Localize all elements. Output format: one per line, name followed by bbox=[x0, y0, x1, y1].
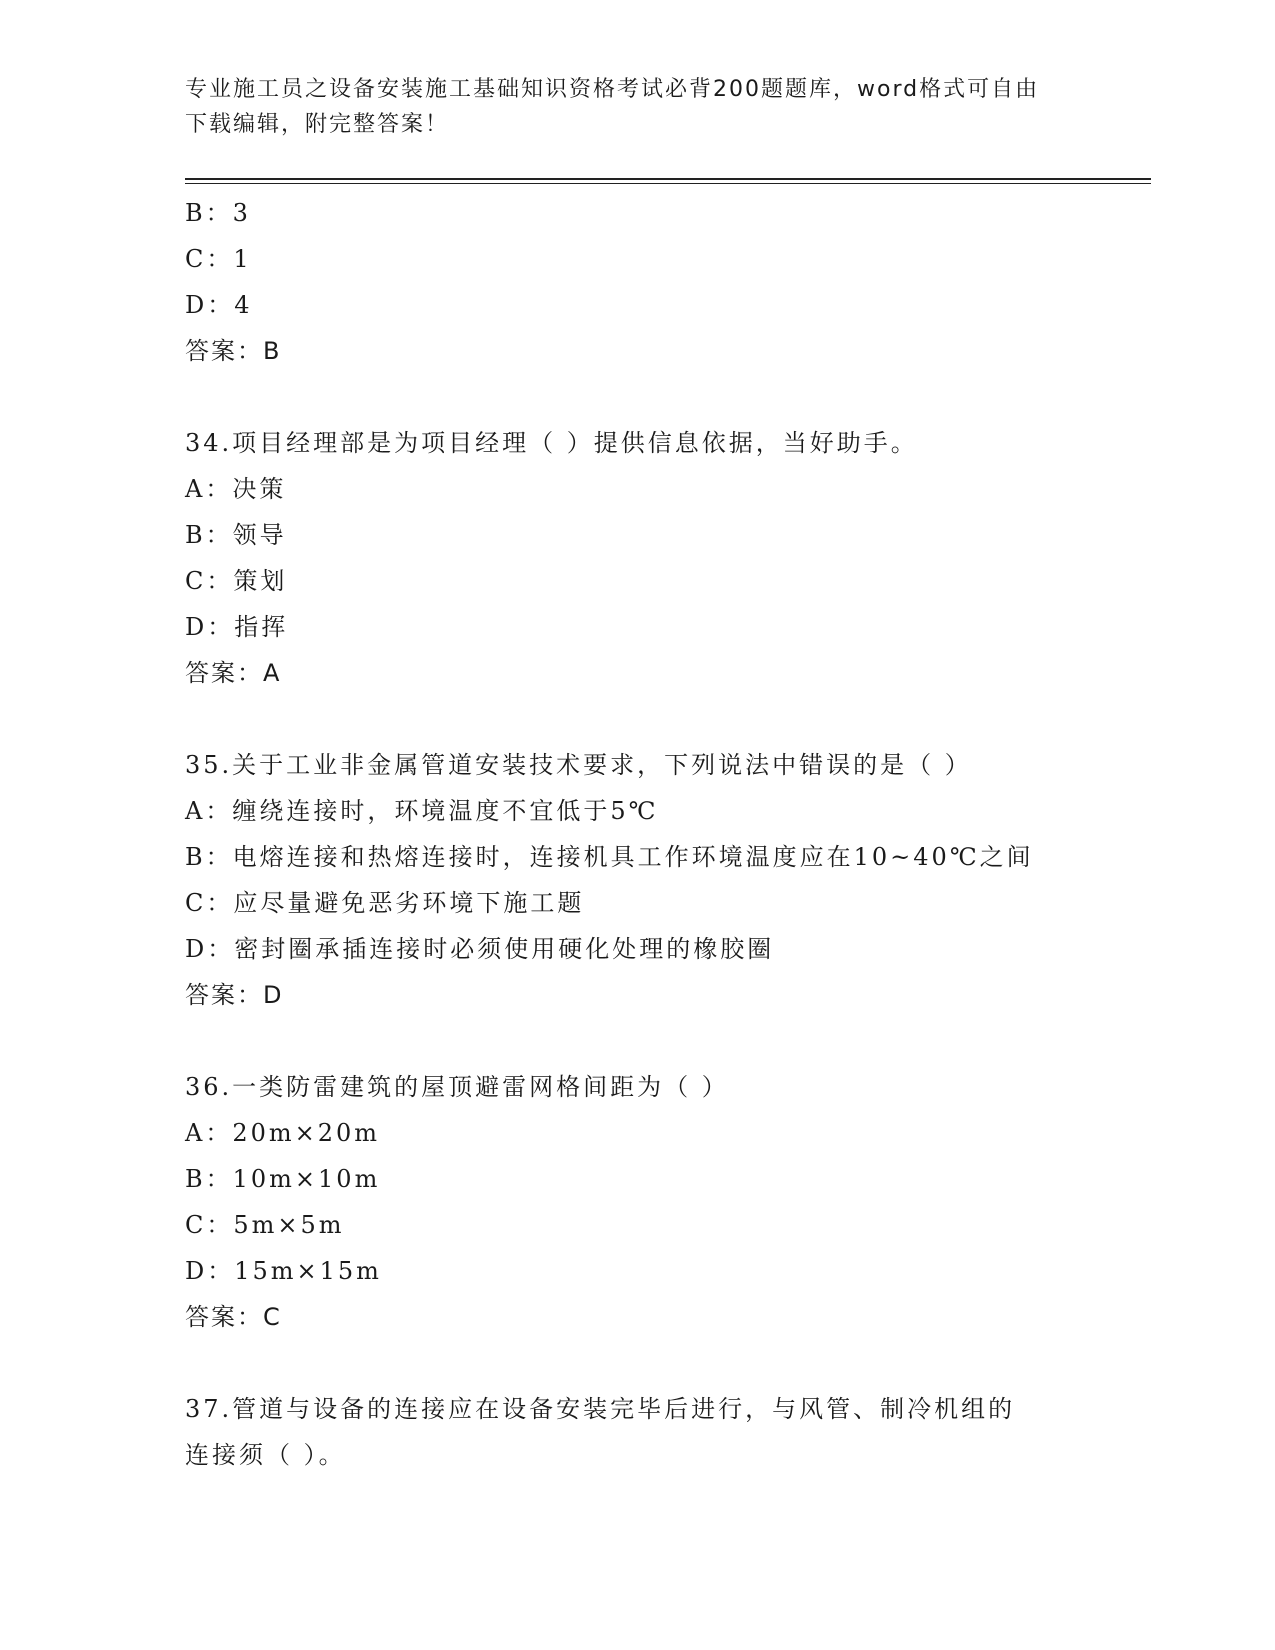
header-divider-thick bbox=[185, 178, 1151, 180]
option-c: C：5m×5m bbox=[185, 1211, 345, 1239]
question-text: 35.关于工业非金属管道安装技术要求，下列说法中错误的是（ ） bbox=[185, 751, 972, 779]
answer: 答案：C bbox=[185, 1303, 282, 1331]
question-list bbox=[185, 190, 1085, 1524]
option-d: D：密封圈承插连接时必须使用硬化处理的橡胶圈 bbox=[185, 935, 775, 963]
question-text-line-1: 37.管道与设备的连接应在设备安装完毕后进行，与风管、制冷机组的 bbox=[185, 1395, 1016, 1423]
question-35-block bbox=[185, 742, 1085, 1018]
answer: 答案：A bbox=[185, 659, 282, 687]
option-a: A：决策 bbox=[185, 475, 287, 503]
question-text: 36.一类防雷建筑的屋顶避雷网格间距为（ ） bbox=[185, 1073, 729, 1101]
document-header bbox=[185, 72, 1065, 142]
header-line-1: 专业施工员之设备安装施工基础知识资格考试必背200题题库，word格式可自由 bbox=[185, 77, 1040, 102]
option-b: B：10m×10m bbox=[185, 1165, 381, 1193]
answer: 答案：B bbox=[185, 337, 282, 365]
option-c: C：策划 bbox=[185, 567, 288, 595]
header-divider-thin bbox=[185, 183, 1151, 184]
option-d: D：指挥 bbox=[185, 613, 289, 641]
option-d: D：4 bbox=[185, 291, 253, 319]
question-37-block bbox=[185, 1386, 1085, 1478]
option-c: C：1 bbox=[185, 245, 252, 273]
header-line-2: 下载编辑，附完整答案！ bbox=[185, 112, 450, 137]
option-a: A：缠绕连接时，环境温度不宜低于5℃ bbox=[185, 797, 659, 825]
question-33-block bbox=[185, 190, 1085, 374]
option-d: D：15m×15m bbox=[185, 1257, 382, 1285]
question-36-block bbox=[185, 1064, 1085, 1340]
option-b: B：电熔连接和热熔连接时，连接机具工作环境温度应在10~40℃之间 bbox=[185, 843, 1034, 871]
option-b: B：领导 bbox=[185, 521, 287, 549]
answer: 答案：D bbox=[185, 981, 284, 1009]
option-a: A：20m×20m bbox=[185, 1119, 381, 1147]
option-c: C：应尽量避免恶劣环境下施工题 bbox=[185, 889, 585, 917]
option-b: B：3 bbox=[185, 199, 251, 227]
question-34-block bbox=[185, 420, 1085, 696]
question-text: 34.项目经理部是为项目经理（ ）提供信息依据，当好助手。 bbox=[185, 429, 918, 457]
question-text-line-2: 连接须（ ）。 bbox=[185, 1441, 346, 1469]
